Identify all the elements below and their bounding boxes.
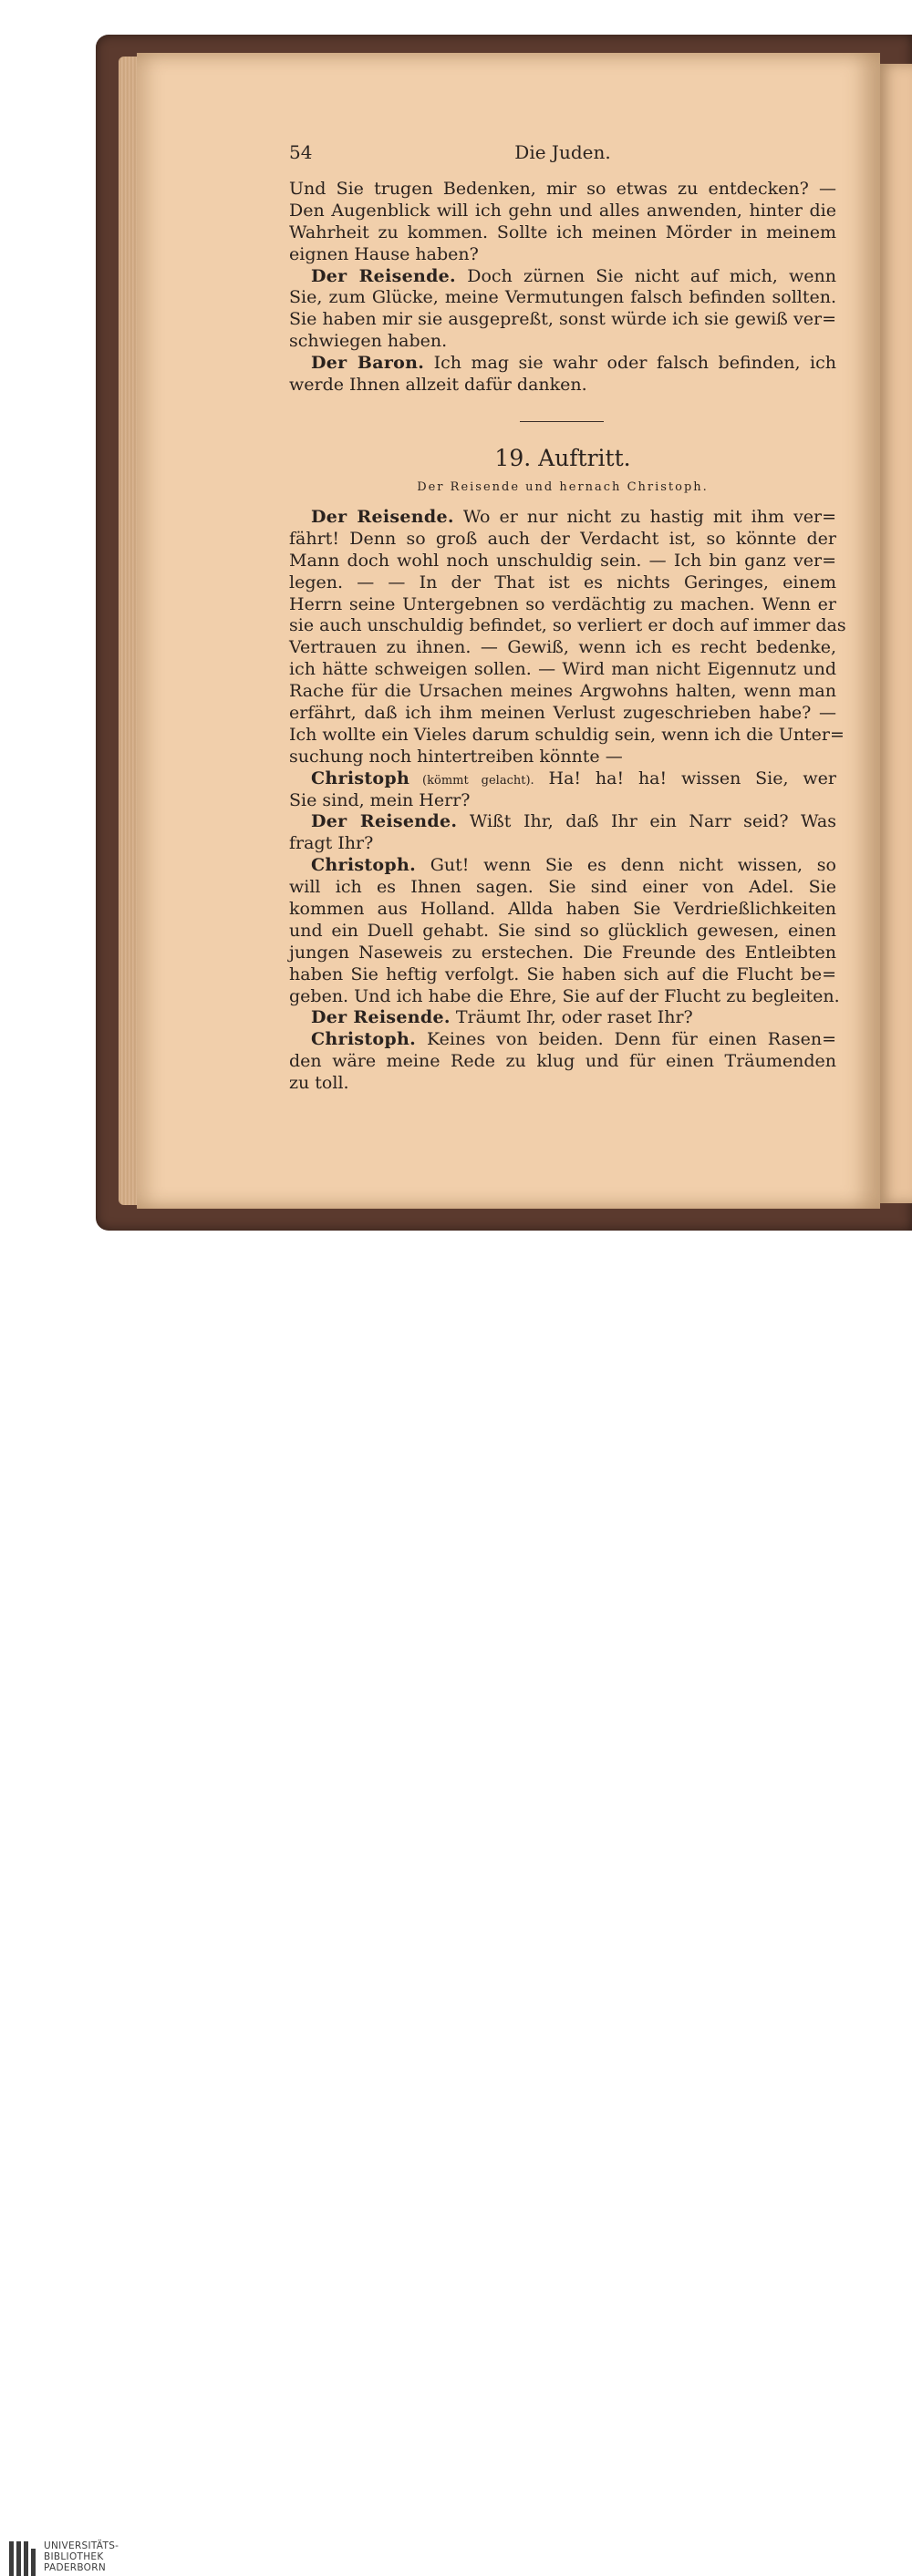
text-line [289,985,840,1008]
line-text: den wäre meine Rede zu klug und für einen Träumenden [289,1051,836,1072]
line-text: haben Sie heftig verfolgt. Sie haben sich auf die Flucht be= [289,963,836,984]
line-text: erfährt, daß ich ihm meinen Verlust zugeschrieben habe? — [289,703,836,724]
text-line [289,899,836,921]
speaker-name: Der Reisende. [311,507,454,527]
library-logo-icon [9,2541,36,2576]
text-line [289,964,836,986]
line-text: Ich mag sie wahr oder falsch befinden, ich [424,353,836,374]
stage-direction: (kömmt gelacht). [409,773,534,788]
line-text: Vertrauen zu ihnen. — Gewiß, wenn ich es recht bedenke, [289,637,836,658]
text-line [289,855,836,877]
line-text: schwiegen haben. [289,331,448,352]
line-text: suchung noch hintertreiben könnte — [289,746,623,767]
logo-line: BIBLIOTHEK [44,2551,104,2562]
text-line [289,768,836,790]
text-line [289,529,836,551]
line-text: Träumt Ihr, oder raset Ihr? [450,1007,693,1028]
speaker-name: Der Reisende. [311,1007,451,1028]
body-text-bottom [289,507,846,1095]
text-line [289,747,836,768]
speaker-name: Christoph. [311,1029,417,1050]
text-line [289,1029,836,1051]
line-text: Herrn seine Untergebnen so verdächtig zu machen. Wenn er [289,593,836,614]
line-text: Den Augenblick will ich gehn und alles anwenden, hinter die [289,200,836,221]
text-line [289,507,836,529]
page-number: 54 [289,141,313,163]
speaker-name: Der Reisende. [311,811,458,832]
line-text: Rache für die Ursachen meines Argwohns halten, wenn man [289,681,836,702]
speaker-name: Der Baron. [311,353,425,374]
line-text: Sie, zum Glücke, meine Vermutungen falsch befinden sollten. [289,287,836,308]
line-text: fährt! Denn so groß auch der Verdacht ist, so könnte der [289,528,836,549]
line-text: Ich wollte ein Vieles darum schuldig sein, wenn ich die Unter= [289,724,845,745]
line-text: jungen Naseweis zu erstechen. Die Freunde des Entleibten [289,942,836,963]
line-text: kommen aus Holland. Allda haben Sie Verdrießlichkeiten [289,899,836,920]
text-line [289,921,836,943]
line-text: will ich es Ihnen sagen. Sie sind einer von Adel. Sie [289,877,836,898]
text-line [289,724,845,747]
line-text: Mann doch wohl noch unschuldig sein. — Ich bin ganz ver= [289,550,836,571]
text-line [289,375,836,397]
text-line [289,331,836,353]
text-line [289,266,836,288]
text-line [289,1073,836,1095]
line-text: zu toll. [289,1073,349,1094]
section-divider [520,421,604,422]
page-header [289,141,836,169]
scene-subtitle: Der Reisende und hernach Christoph. [417,480,709,494]
text-line [289,615,846,637]
line-text: legen. — — In der That ist es nichts Geringes, einem [289,572,836,592]
text-line [289,222,836,244]
book-scan [0,0,912,1269]
text-line [289,703,836,725]
line-text: Doch zürnen Sie nicht auf mich, wenn [455,265,836,286]
line-text: Wo er nur nicht zu hastig mit ihm ver= [453,507,836,527]
text-line [289,790,836,812]
logo-line: UNIVERSITÄTS- [44,2540,119,2551]
text-line [289,551,836,572]
text-line [289,1051,836,1073]
text-line [289,1007,836,1029]
line-text: Sie haben mir sie ausgepreßt, sonst würde ich sie gewiß ver= [289,309,836,330]
text-line [289,877,836,899]
line-text: Wahrheit zu kommen. Sollte ich meinen Mörder in meinem [289,222,836,242]
running-head: Die Juden. [514,141,611,163]
body-text-top [289,179,836,397]
text-line [289,201,836,222]
speaker-name: Christoph [311,768,410,788]
text-line [289,943,836,964]
footer [0,1269,912,2573]
line-text: ich hätte schweigen sollen. — Wird man nicht Eigennutz und [289,659,836,680]
text-line [289,811,836,833]
line-text: geben. Und ich habe die Ehre, Sie auf der Flucht zu begleiten. [289,985,840,1006]
text-line [289,833,836,855]
text-line [289,287,836,309]
line-text: eignen Hause haben? [289,243,479,264]
text-line [289,309,836,331]
speaker-name: Christoph. [311,855,417,876]
line-text: fragt Ihr? [289,833,374,854]
text-line [289,244,836,266]
text-line [289,572,836,594]
scene-title: 19. Auftritt. [494,445,631,471]
text-line [289,594,836,616]
line-text: Wißt Ihr, daß Ihr ein Narr seid? Was [457,811,837,832]
line-text: Ha! ha! ha! wissen Sie, wer [534,768,836,788]
line-text: Und Sie trugen Bedenken, mir so etwas zu entdecken? — [289,179,836,199]
line-text: und ein Duell gehabt. Sie sind so glücklich gewesen, einen [289,920,836,941]
library-logo-text [44,2540,119,2573]
line-text: sie auch unschuldig befindet, so verliert er doch auf immer das [289,615,846,636]
text-line [289,179,836,201]
logo-line: PADERBORN [44,2562,106,2573]
line-text: werde Ihnen allzeit dafür danken. [289,375,587,396]
text-line [289,659,836,681]
speaker-name: Der Reisende. [311,265,456,286]
adjacent-page [877,64,912,1203]
line-text: Sie sind, mein Herr? [289,789,471,810]
text-line [289,681,836,703]
text-line [289,637,836,659]
text-line [289,353,836,375]
line-text: Gut! wenn Sie es denn nicht wissen, so [416,855,836,876]
line-text: Keines von beiden. Denn für einen Rasen= [416,1029,836,1050]
